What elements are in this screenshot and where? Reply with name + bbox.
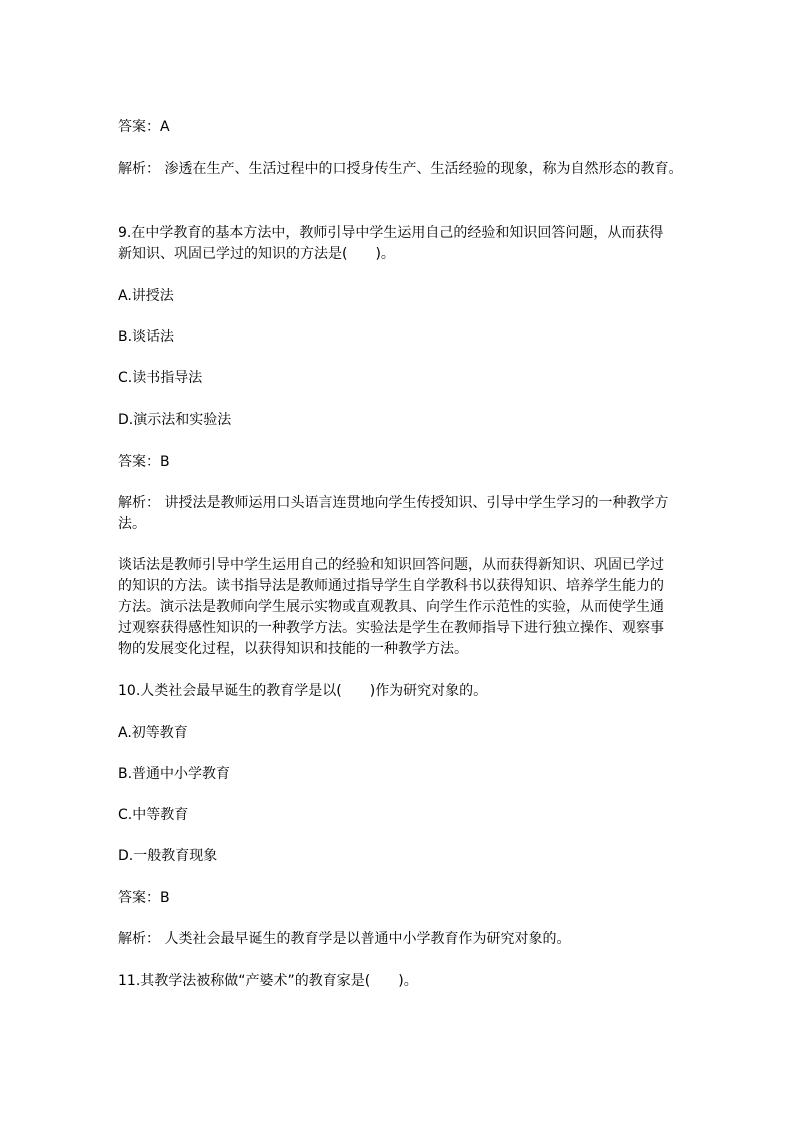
q9-analysis-extra-line: 过观察获得感性知识的一种教学方法。实验法是学生在教师指导下进行独立操作、观察事	[118, 620, 664, 636]
q10-analysis: 解析： 人类社会最早诞生的教育学是以普通中小学教育作为研究对象的。	[118, 931, 571, 947]
q8-analysis: 解析： 渗透在生产、生活过程中的口授身传生产、生活经验的现象，称为自然形态的教育。	[118, 161, 683, 177]
q9-analysis-line: 法。	[118, 516, 146, 532]
q9-question-line: 9.在中学教育的基本方法中，教师引导中学生运用自己的经验和知识回答问题，从而获得	[118, 225, 664, 241]
q9-option-a: A.讲授法	[118, 288, 174, 304]
q9-analysis-extra-line: 谈话法是教师引导中学生运用自己的经验和知识回答问题，从而获得新知识、巩固已学过	[118, 557, 664, 573]
q8-answer: 答案：A	[118, 119, 170, 135]
q10-question: 10.人类社会最早诞生的教育学是以( )作为研究对象的。	[118, 683, 488, 699]
q10-option-d: D.一般教育现象	[118, 848, 218, 864]
q9-analysis-extra-line: 物的发展变化过程，以获得知识和技能的一种教学方法。	[118, 641, 468, 657]
q9-analysis-extra-line: 方法。演示法是教师向学生展示实物或直观教具、向学生作示范性的实验，从而使学生通	[118, 599, 664, 615]
q9-option-c: C.读书指导法	[118, 370, 203, 386]
q9-option-d: D.演示法和实验法	[118, 412, 232, 428]
q11-question: 11.其教学法被称做“产婆术”的教育家是( )。	[118, 973, 418, 989]
q10-answer: 答案：B	[118, 890, 170, 906]
q9-answer: 答案：B	[118, 454, 170, 470]
q10-option-a: A.初等教育	[118, 725, 188, 741]
q9-option-b: B.谈话法	[118, 329, 175, 345]
q10-option-c: C.中等教育	[118, 807, 189, 823]
q10-option-b: B.普通中小学教育	[118, 766, 231, 782]
q9-question-line: 新知识、巩固已学过的知识的方法是( )。	[118, 246, 395, 262]
q9-analysis-line: 解析： 讲授法是教师运用口头语言连贯地向学生传授知识、引导中学生学习的一种教学方	[118, 495, 669, 511]
q9-analysis-extra-line: 的知识的方法。读书指导法是教师通过指导学生自学教科书以获得知识、培养学生能力的	[118, 578, 664, 594]
